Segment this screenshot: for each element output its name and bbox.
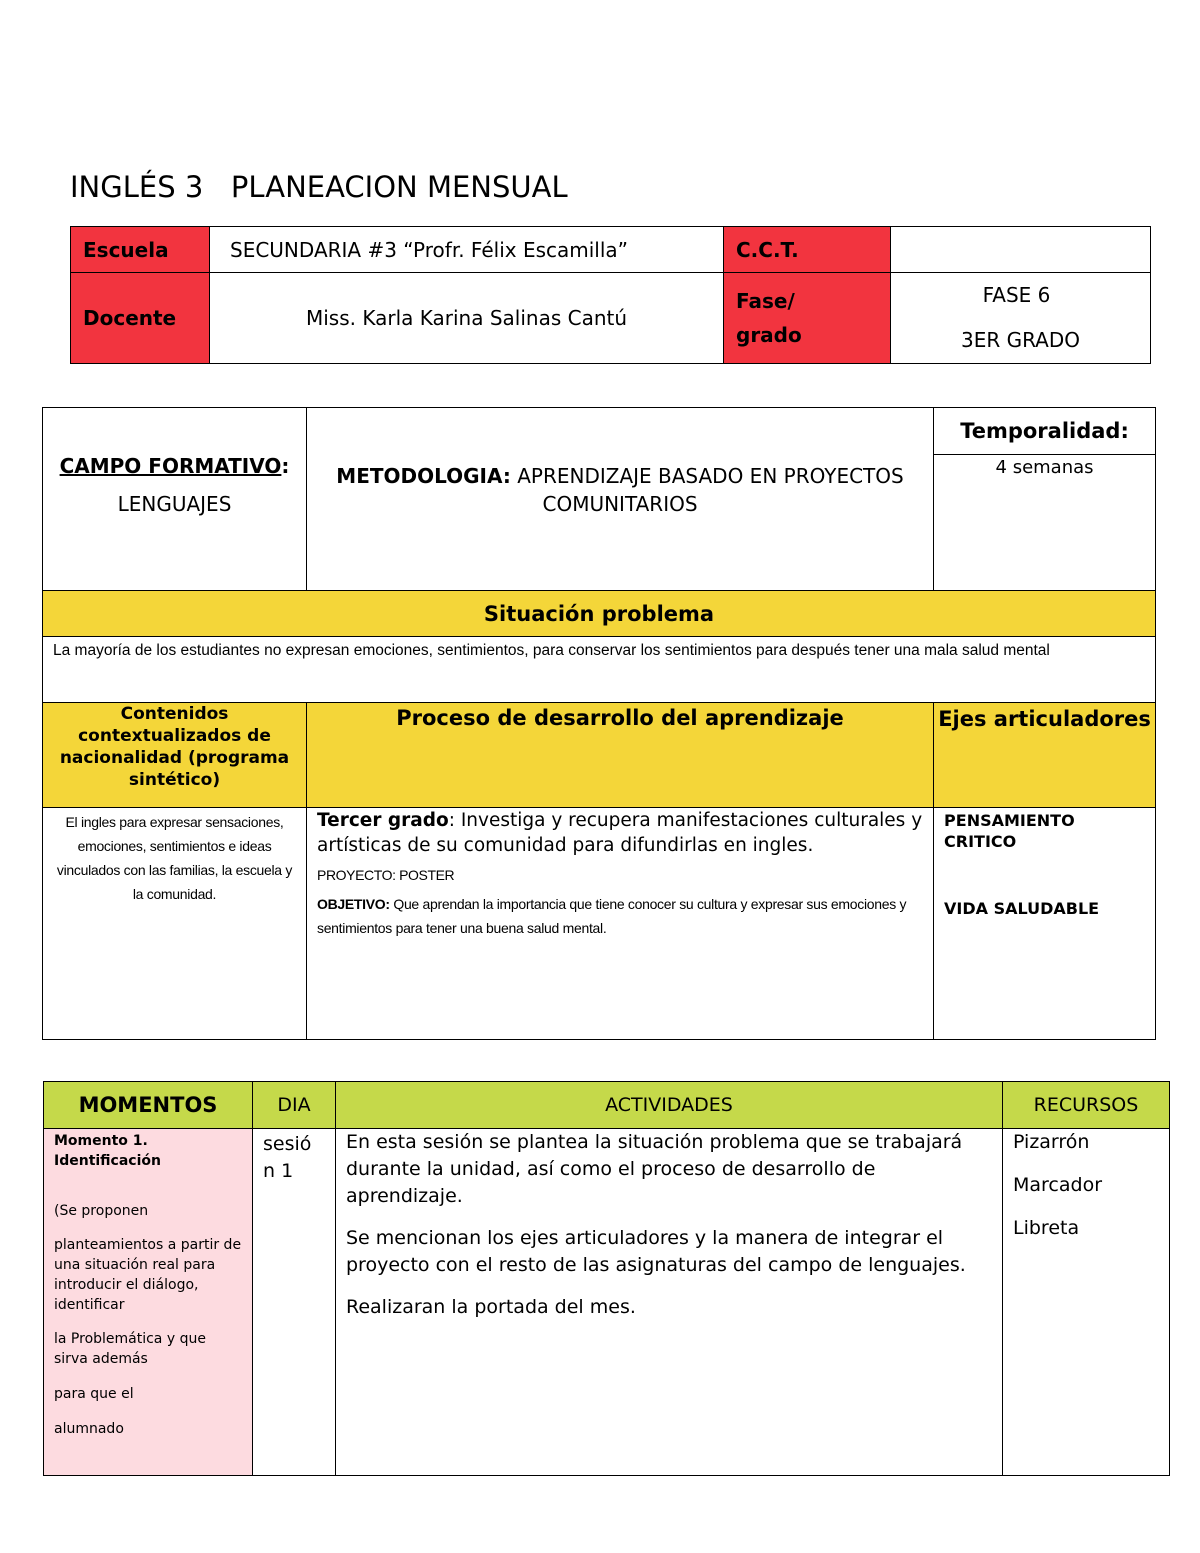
cct-label: C.C.T.: [724, 227, 891, 273]
actividad-paragraph: En esta sesión se plantea la situación problema que se trabajará durante la unidad, así como el proceso de desarrollo de aprendizaje.: [346, 1131, 963, 1207]
escuela-label: Escuela: [71, 227, 210, 273]
objetivo-text: [317, 892, 923, 940]
momento-line: (Se proponen: [54, 1203, 149, 1219]
metodologia-cell: [307, 408, 934, 591]
activities-table: [43, 1081, 1170, 1476]
momento-line: alumnado: [54, 1421, 124, 1437]
momento-line: para que el: [54, 1386, 134, 1402]
header-actividades: ACTIVIDADES: [336, 1082, 1003, 1129]
tercer-grado-description: : Investiga y recupera manifestaciones culturales y artísticas de su comunidad para difundirlas en ingles.: [317, 810, 923, 856]
recursos-cell: [1003, 1129, 1170, 1476]
escuela-value: SECUNDARIA #3 “Profr. Félix Escamilla”: [210, 227, 724, 273]
ejes-cell: [934, 808, 1156, 1040]
metodologia-value: APRENDIZAJE BASADO EN PROYECTOS COMUNITARIOS: [510, 464, 904, 516]
temporalidad-value: 4 semanas: [934, 455, 1156, 591]
planning-table: [42, 407, 1156, 1040]
docente-label: Docente: [71, 273, 210, 364]
fase-label-line2: grado: [736, 323, 802, 347]
header-momentos: MOMENTOS: [44, 1082, 253, 1129]
cct-value: [891, 227, 1151, 273]
tercer-grado-label: Tercer grado: [317, 810, 449, 831]
recurso-item: Libreta: [1013, 1217, 1080, 1239]
eje-vida-saludable: VIDA SALUDABLE: [944, 899, 1100, 918]
contenidos-text: El ingles para expresar sensaciones, emociones, sentimientos e ideas vinculados con las familias, la escuela y la comunidad.: [43, 808, 307, 1040]
objetivo-label: OBJETIVO:: [317, 896, 390, 912]
fase-label: [724, 273, 891, 364]
momento-cell: [44, 1129, 253, 1476]
tercer-grado-text: [317, 808, 923, 858]
page-title: INGLÉS 3 PLANEACION MENSUAL: [70, 170, 568, 204]
dia-cell: sesió n 1: [253, 1129, 336, 1476]
info-table: [70, 226, 1151, 364]
proceso-header: Proceso de desarrollo del aprendizaje: [307, 703, 934, 808]
fase-label-line1: Fase/: [736, 289, 795, 313]
fase-text: FASE 6: [982, 283, 1051, 307]
momento-line: la Problemática y que sirva además: [54, 1331, 206, 1367]
proceso-cell: [307, 808, 934, 1040]
momento-line: planteamientos a partir de una situación real para introducir el diálogo, identificar: [54, 1237, 242, 1313]
eje-pensamiento-critico: PENSAMIENTO CRITICO: [944, 811, 1075, 851]
actividad-paragraph: Se mencionan los ejes articuladores y la manera de integrar el proyecto con el resto de las asignaturas del campo de lenguajes.: [346, 1227, 966, 1276]
campo-formativo-cell: [43, 408, 307, 591]
docente-value: Miss. Karla Karina Salinas Cantú: [210, 273, 724, 364]
metodologia-label: METODOLOGIA:: [336, 464, 511, 488]
grado-text: 3ER GRADO: [960, 328, 1081, 352]
recurso-item: Pizarrón: [1013, 1131, 1090, 1153]
proyecto-text: PROYECTO: POSTER: [317, 867, 455, 883]
header-dia: DIA: [253, 1082, 336, 1129]
fase-value: [891, 273, 1151, 364]
ejes-header: Ejes articuladores: [934, 703, 1156, 808]
contenidos-header: Contenidos contextualizados de nacionalidad (programa sintético): [43, 703, 307, 808]
objetivo-description: Que aprendan la importancia que tiene conocer su cultura y expresar sus emociones y sentimientos para tener una buena salud mental.: [317, 896, 907, 936]
momento-title: Momento 1. Identificación: [54, 1133, 161, 1169]
campo-colon: :: [281, 454, 290, 478]
actividad-paragraph: Realizaran la portada del mes.: [346, 1296, 636, 1318]
situacion-problema-text: La mayoría de los estudiantes no expresan emociones, sentimientos, para conservar los sentimientos para después tener una mala salud mental: [43, 637, 1156, 703]
actividades-cell: [336, 1129, 1003, 1476]
recurso-item: Marcador: [1013, 1174, 1103, 1196]
situacion-problema-header: Situación problema: [43, 591, 1156, 637]
campo-formativo-value: LENGUAJES: [117, 492, 232, 516]
campo-formativo-label: CAMPO FORMATIVO: [59, 454, 282, 478]
temporalidad-label: Temporalidad:: [934, 408, 1156, 455]
header-recursos: RECURSOS: [1003, 1082, 1170, 1129]
